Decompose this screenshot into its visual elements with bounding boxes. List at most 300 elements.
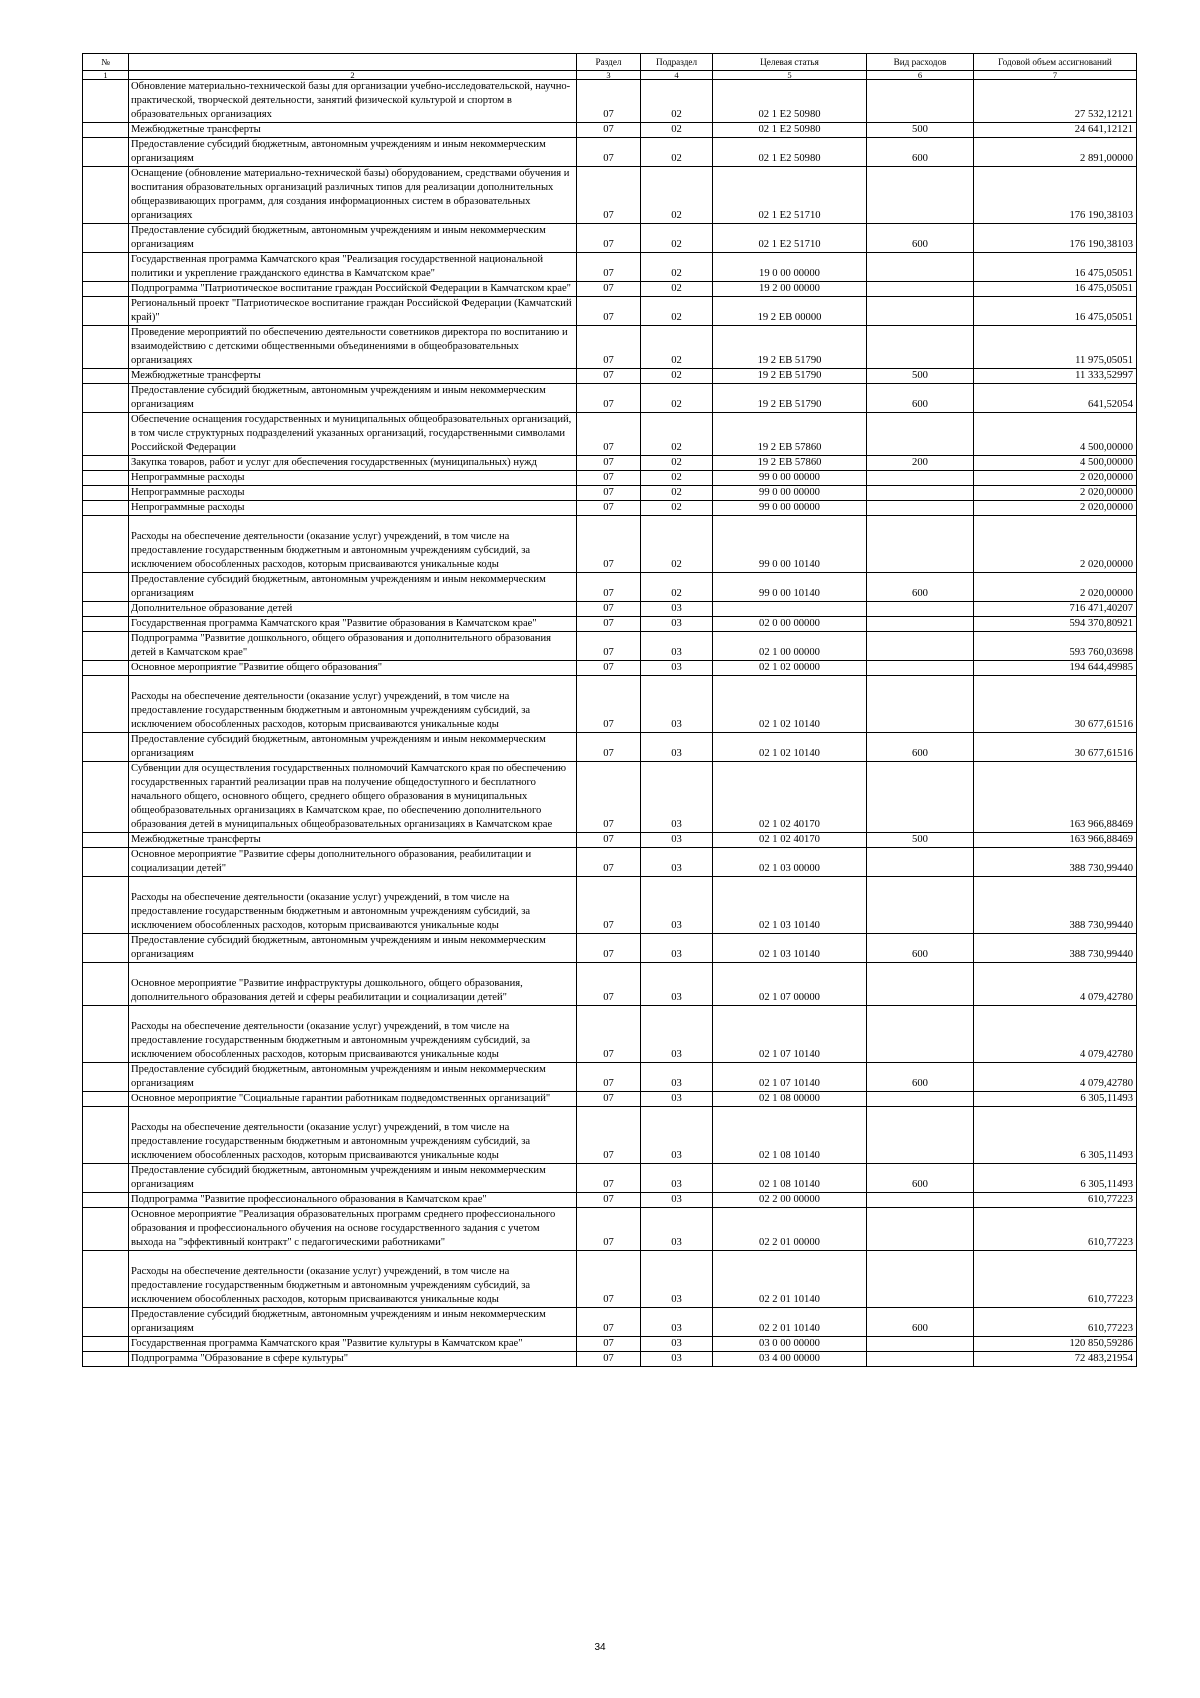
row-sum-cell: 176 190,38103 [974,167,1137,224]
row-razdel-cell: 07 [577,138,641,167]
row-vid-cell [867,1352,974,1367]
row-celevaya-cell: 99 0 00 00000 [713,471,867,486]
row-razdel-cell: 07 [577,1208,641,1251]
row-vid-cell: 600 [867,138,974,167]
row-podrazdel-cell: 03 [641,1352,713,1367]
row-celevaya-cell: 19 2 00 00000 [713,282,867,297]
row-razdel-cell: 07 [577,486,641,501]
row-vid-cell [867,297,974,326]
table-row [83,167,1137,224]
row-number-cell [83,1251,129,1308]
row-razdel-cell: 07 [577,80,641,123]
row-razdel-cell: 07 [577,934,641,963]
row-number-cell [83,282,129,297]
table-row [83,471,1137,486]
row-sum-cell: 4 079,42780 [974,1063,1137,1092]
row-number-cell [83,1063,129,1092]
row-vid-cell: 600 [867,1308,974,1337]
row-podrazdel-cell: 03 [641,848,713,877]
row-vid-cell [867,1193,974,1208]
table-row [83,848,1137,877]
row-sum-cell: 610,77223 [974,1251,1137,1308]
row-sum-cell: 16 475,05051 [974,297,1137,326]
table-row [83,1092,1137,1107]
row-sum-cell: 11 333,52997 [974,369,1137,384]
row-razdel-cell: 07 [577,1063,641,1092]
header-podrazdel: Подраздел [641,54,713,71]
table-row [83,486,1137,501]
row-celevaya-cell: 02 0 00 00000 [713,617,867,632]
row-celevaya-cell: 19 2 EB 51790 [713,384,867,413]
row-podrazdel-cell: 03 [641,1107,713,1164]
row-vid-cell [867,167,974,224]
row-number-cell [83,80,129,123]
row-sum-cell: 593 760,03698 [974,632,1137,661]
row-number-cell [83,1208,129,1251]
row-sum-cell: 610,77223 [974,1308,1137,1337]
row-sum-cell: 2 020,00000 [974,486,1137,501]
row-vid-cell [867,486,974,501]
row-razdel-cell: 07 [577,471,641,486]
row-sum-cell: 610,77223 [974,1193,1137,1208]
row-razdel-cell: 07 [577,1092,641,1107]
row-podrazdel-cell: 03 [641,632,713,661]
row-number-cell [83,1308,129,1337]
row-razdel-cell: 07 [577,501,641,516]
row-number-cell [83,167,129,224]
row-razdel-cell: 07 [577,282,641,297]
row-razdel-cell: 07 [577,1164,641,1193]
row-number-cell [83,224,129,253]
row-name-cell: Подпрограмма "Патриотическое воспитание граждан Российской Федерации в Камчатском крае" [129,282,577,297]
row-number-cell [83,123,129,138]
row-celevaya-cell: 19 2 EB 57860 [713,413,867,456]
header-razdel: Раздел [577,54,641,71]
row-podrazdel-cell: 02 [641,282,713,297]
row-celevaya-cell: 02 1 E2 50980 [713,138,867,167]
row-sum-cell: 716 471,40207 [974,602,1137,617]
row-sum-cell: 120 850,59286 [974,1337,1137,1352]
row-name-cell: Предоставление субсидий бюджетным, автономным учреждениям и иным некоммерческим организациям [129,733,577,762]
row-vid-cell [867,413,974,456]
table-row [83,1063,1137,1092]
table-row [83,661,1137,676]
row-sum-cell: 176 190,38103 [974,224,1137,253]
row-vid-cell [867,877,974,934]
row-razdel-cell: 07 [577,1006,641,1063]
table-row [83,282,1137,297]
row-name-cell: Оснащение (обновление материально-технической базы) оборудованием, средствами обучения и воспитания образовательных организаций различных типов для реализации дополнительных общеразвивающих программ, для создания информационных систем в образовательных организациях [129,167,577,224]
row-vid-cell: 600 [867,1063,974,1092]
row-celevaya-cell: 02 1 03 10140 [713,877,867,934]
row-celevaya-cell: 02 1 08 00000 [713,1092,867,1107]
column-number: 7 [974,71,1137,80]
table-row [83,617,1137,632]
row-number-cell [83,413,129,456]
row-razdel-cell: 07 [577,1193,641,1208]
row-celevaya-cell: 02 1 E2 51710 [713,224,867,253]
row-razdel-cell: 07 [577,1308,641,1337]
row-name-cell: Предоставление субсидий бюджетным, автономным учреждениям и иным некоммерческим организациям [129,934,577,963]
row-vid-cell: 600 [867,224,974,253]
row-razdel-cell: 07 [577,1337,641,1352]
row-razdel-cell: 07 [577,676,641,733]
row-number-cell [83,762,129,833]
row-name-cell: Предоставление субсидий бюджетным, автономным учреждениям и иным некоммерческим организациям [129,224,577,253]
row-podrazdel-cell: 03 [641,1092,713,1107]
table-row [83,1251,1137,1308]
row-celevaya-cell: 02 1 E2 51710 [713,167,867,224]
header-number: № [83,54,129,71]
row-sum-cell: 388 730,99440 [974,877,1137,934]
header-celevaya-statya: Целевая статья [713,54,867,71]
row-name-cell: Расходы на обеспечение деятельности (оказание услуг) учреждений, в том числе на предоставление государственным бюджетным и автономным учреждениям субсидий, за исключением обособленных расходов, которым присваиваются уникальные коды [129,516,577,573]
row-celevaya-cell: 99 0 00 00000 [713,486,867,501]
row-number-cell [83,456,129,471]
table-row [83,632,1137,661]
row-podrazdel-cell: 03 [641,1308,713,1337]
row-vid-cell: 500 [867,833,974,848]
row-podrazdel-cell: 02 [641,167,713,224]
row-vid-cell: 600 [867,573,974,602]
row-number-cell [83,501,129,516]
row-celevaya-cell: 02 1 07 10140 [713,1006,867,1063]
row-razdel-cell: 07 [577,833,641,848]
row-celevaya-cell: 02 1 07 10140 [713,1063,867,1092]
row-podrazdel-cell: 03 [641,1337,713,1352]
row-podrazdel-cell: 03 [641,1208,713,1251]
row-podrazdel-cell: 03 [641,877,713,934]
page-number: 34 [594,1642,606,1653]
row-number-cell [83,1164,129,1193]
row-vid-cell [867,632,974,661]
table-row [83,1337,1137,1352]
table-row [83,138,1137,167]
row-podrazdel-cell: 02 [641,138,713,167]
row-razdel-cell: 07 [577,224,641,253]
row-podrazdel-cell: 03 [641,762,713,833]
row-celevaya-cell [713,602,867,617]
table-row [83,1006,1137,1063]
row-vid-cell [867,253,974,282]
row-celevaya-cell: 19 2 EB 00000 [713,297,867,326]
row-name-cell: Дополнительное образование детей [129,602,577,617]
row-name-cell: Предоставление субсидий бюджетным, автономным учреждениям и иным некоммерческим организациям [129,1308,577,1337]
row-name-cell: Основное мероприятие "Развитие инфраструктуры дошкольного, общего образования, дополнительного образования детей и сферы реабилитации и социализации детей" [129,963,577,1006]
row-razdel-cell: 07 [577,1352,641,1367]
row-vid-cell [867,1251,974,1308]
row-number-cell [83,1006,129,1063]
row-number-cell [83,138,129,167]
row-celevaya-cell: 02 1 08 10140 [713,1107,867,1164]
table-row [83,384,1137,413]
row-podrazdel-cell: 03 [641,733,713,762]
row-podrazdel-cell: 03 [641,602,713,617]
row-podrazdel-cell: 02 [641,573,713,602]
row-vid-cell [867,1208,974,1251]
table-row [83,833,1137,848]
row-podrazdel-cell: 02 [641,471,713,486]
row-celevaya-cell: 19 2 EB 51790 [713,326,867,369]
table-row [83,123,1137,138]
row-number-cell [83,1193,129,1208]
row-celevaya-cell: 19 2 EB 57860 [713,456,867,471]
row-name-cell: Обновление материально-технической базы для организации учебно-исследовательской, научно-практической, творческой деятельности, занятий физической культурой и спортом в образовательных организациях [129,80,577,123]
row-number-cell [83,833,129,848]
row-name-cell: Основное мероприятие "Социальные гарантии работникам подведомственных организаций" [129,1092,577,1107]
row-name-cell: Расходы на обеспечение деятельности (оказание услуг) учреждений, в том числе на предоставление государственным бюджетным и автономным учреждениям субсидий, за исключением обособленных расходов, которым присваиваются уникальные коды [129,1006,577,1063]
row-razdel-cell: 07 [577,326,641,369]
row-razdel-cell: 07 [577,1251,641,1308]
row-razdel-cell: 07 [577,848,641,877]
row-celevaya-cell: 02 1 E2 50980 [713,80,867,123]
row-number-cell [83,877,129,934]
row-vid-cell [867,1337,974,1352]
row-name-cell: Основное мероприятие "Развитие общего образования" [129,661,577,676]
row-sum-cell: 4 500,00000 [974,456,1137,471]
table-row [83,676,1137,733]
row-number-cell [83,661,129,676]
row-name-cell: Государственная программа Камчатского края "Развитие культуры в Камчатском крае" [129,1337,577,1352]
row-sum-cell: 16 475,05051 [974,253,1137,282]
header-vid-rashodov: Вид расходов [867,54,974,71]
row-razdel-cell: 07 [577,762,641,833]
row-podrazdel-cell: 03 [641,934,713,963]
row-sum-cell: 163 966,88469 [974,833,1137,848]
row-razdel-cell: 07 [577,602,641,617]
row-number-cell [83,573,129,602]
row-number-cell [83,1092,129,1107]
row-sum-cell: 2 020,00000 [974,516,1137,573]
row-name-cell: Подпрограмма "Образование в сфере культуры" [129,1352,577,1367]
table-row [83,934,1137,963]
row-name-cell: Межбюджетные трансферты [129,833,577,848]
row-vid-cell [867,1006,974,1063]
row-celevaya-cell: 19 0 00 00000 [713,253,867,282]
row-podrazdel-cell: 02 [641,456,713,471]
row-celevaya-cell: 99 0 00 10140 [713,573,867,602]
column-number: 5 [713,71,867,80]
row-vid-cell [867,661,974,676]
row-podrazdel-cell: 03 [641,1164,713,1193]
row-sum-cell: 2 891,00000 [974,138,1137,167]
row-sum-cell: 6 305,11493 [974,1164,1137,1193]
row-number-cell [83,297,129,326]
row-sum-cell: 4 500,00000 [974,413,1137,456]
row-celevaya-cell: 19 2 EB 51790 [713,369,867,384]
row-vid-cell [867,676,974,733]
row-podrazdel-cell: 02 [641,80,713,123]
row-celevaya-cell: 02 1 02 00000 [713,661,867,676]
table-row [83,733,1137,762]
table-row [83,456,1137,471]
row-number-cell [83,676,129,733]
row-celevaya-cell: 99 0 00 10140 [713,516,867,573]
row-name-cell: Проведение мероприятий по обеспечению деятельности советников директора по воспитанию и взаимодействию с детскими общественными объединениями в общеобразовательных организациях [129,326,577,369]
header-godovoy-obem: Годовой объем ассигнований [974,54,1137,71]
row-sum-cell: 2 020,00000 [974,471,1137,486]
row-sum-cell: 388 730,99440 [974,848,1137,877]
table-row [83,762,1137,833]
row-vid-cell: 600 [867,384,974,413]
row-number-cell [83,1352,129,1367]
row-podrazdel-cell: 02 [641,224,713,253]
row-number-cell [83,369,129,384]
row-name-cell: Предоставление субсидий бюджетным, автономным учреждениям и иным некоммерческим организациям [129,1164,577,1193]
row-sum-cell: 194 644,49985 [974,661,1137,676]
table-row [83,369,1137,384]
row-sum-cell: 16 475,05051 [974,282,1137,297]
row-razdel-cell: 07 [577,297,641,326]
row-podrazdel-cell: 02 [641,253,713,282]
table-body [83,80,1137,1367]
row-sum-cell: 30 677,61516 [974,676,1137,733]
row-sum-cell: 27 532,12121 [974,80,1137,123]
row-name-cell: Непрограммные расходы [129,471,577,486]
row-podrazdel-cell: 02 [641,369,713,384]
row-vid-cell: 500 [867,369,974,384]
row-sum-cell: 388 730,99440 [974,934,1137,963]
table-row [83,224,1137,253]
row-podrazdel-cell: 02 [641,516,713,573]
row-number-cell [83,733,129,762]
row-sum-cell: 594 370,80921 [974,617,1137,632]
row-vid-cell: 200 [867,456,974,471]
row-number-cell [83,848,129,877]
table-row [83,1208,1137,1251]
row-name-cell: Межбюджетные трансферты [129,123,577,138]
row-sum-cell: 6 305,11493 [974,1092,1137,1107]
row-number-cell [83,617,129,632]
row-razdel-cell: 07 [577,369,641,384]
header-name [129,54,577,71]
row-name-cell: Государственная программа Камчатского края "Развитие образования в Камчатском крае" [129,617,577,632]
header-row [83,54,1137,71]
row-podrazdel-cell: 02 [641,501,713,516]
row-vid-cell [867,617,974,632]
budget-allocation-table [82,53,1137,1367]
table-row [83,1107,1137,1164]
row-podrazdel-cell: 02 [641,384,713,413]
row-number-cell [83,963,129,1006]
row-vid-cell [867,501,974,516]
row-name-cell: Обеспечение оснащения государственных и муниципальных общеобразовательных организаций, в том числе структурных подразделений указанных организаций, государственными символами Российской Федерации [129,413,577,456]
row-name-cell: Основное мероприятие "Развитие сферы дополнительного образования, реабилитации и социализации детей" [129,848,577,877]
row-celevaya-cell: 02 1 00 00000 [713,632,867,661]
row-celevaya-cell: 02 1 02 40170 [713,762,867,833]
row-celevaya-cell: 03 4 00 00000 [713,1352,867,1367]
row-sum-cell: 2 020,00000 [974,501,1137,516]
row-sum-cell: 610,77223 [974,1208,1137,1251]
row-sum-cell: 24 641,12121 [974,123,1137,138]
row-sum-cell: 163 966,88469 [974,762,1137,833]
row-podrazdel-cell: 02 [641,413,713,456]
row-vid-cell [867,1107,974,1164]
row-podrazdel-cell: 03 [641,963,713,1006]
row-celevaya-cell: 02 1 07 00000 [713,963,867,1006]
row-sum-cell: 72 483,21954 [974,1352,1137,1367]
row-name-cell: Непрограммные расходы [129,486,577,501]
row-name-cell: Закупка товаров, работ и услуг для обеспечения государственных (муниципальных) нужд [129,456,577,471]
row-name-cell: Основное мероприятие "Реализация образовательных программ среднего профессионального образования и профессионального обучения на основе государственного задания с учетом выхода на "эффективный контракт" с педагогическими работниками" [129,1208,577,1251]
row-celevaya-cell: 02 1 E2 50980 [713,123,867,138]
row-name-cell: Подпрограмма "Развитие профессионального образования в Камчатском крае" [129,1193,577,1208]
row-vid-cell [867,762,974,833]
table-row [83,326,1137,369]
row-name-cell: Предоставление субсидий бюджетным, автономным учреждениям и иным некоммерческим организациям [129,138,577,167]
row-razdel-cell: 07 [577,877,641,934]
row-name-cell: Межбюджетные трансферты [129,369,577,384]
row-podrazdel-cell: 03 [641,661,713,676]
row-number-cell [83,516,129,573]
row-vid-cell: 600 [867,1164,974,1193]
table-row [83,297,1137,326]
row-razdel-cell: 07 [577,1107,641,1164]
row-celevaya-cell: 02 2 00 00000 [713,1193,867,1208]
row-razdel-cell: 07 [577,733,641,762]
row-celevaya-cell: 02 1 02 40170 [713,833,867,848]
row-podrazdel-cell: 02 [641,297,713,326]
row-podrazdel-cell: 03 [641,1006,713,1063]
row-number-cell [83,326,129,369]
table-row [83,516,1137,573]
row-razdel-cell: 07 [577,573,641,602]
row-number-cell [83,1107,129,1164]
row-name-cell: Предоставление субсидий бюджетным, автономным учреждениям и иным некоммерческим организациям [129,573,577,602]
table-row [83,573,1137,602]
row-podrazdel-cell: 02 [641,326,713,369]
table-row [83,413,1137,456]
row-razdel-cell: 07 [577,413,641,456]
row-razdel-cell: 07 [577,963,641,1006]
row-razdel-cell: 07 [577,384,641,413]
row-razdel-cell: 07 [577,123,641,138]
row-razdel-cell: 07 [577,661,641,676]
row-vid-cell [867,602,974,617]
column-number: 3 [577,71,641,80]
table-row [83,1164,1137,1193]
table-row [83,1308,1137,1337]
row-podrazdel-cell: 03 [641,1063,713,1092]
row-razdel-cell: 07 [577,516,641,573]
row-name-cell: Подпрограмма "Развитие дошкольного, общего образования и дополнительного образования детей в Камчатском крае" [129,632,577,661]
row-podrazdel-cell: 03 [641,1251,713,1308]
row-name-cell: Расходы на обеспечение деятельности (оказание услуг) учреждений, в том числе на предоставление государственным бюджетным и автономным учреждениям субсидий, за исключением обособленных расходов, которым присваиваются уникальные коды [129,1251,577,1308]
row-celevaya-cell: 02 2 01 10140 [713,1251,867,1308]
row-sum-cell: 30 677,61516 [974,733,1137,762]
row-vid-cell [867,516,974,573]
row-number-cell [83,602,129,617]
row-number-cell [83,934,129,963]
row-vid-cell [867,471,974,486]
table-row [83,501,1137,516]
row-sum-cell: 6 305,11493 [974,1107,1137,1164]
budget-table-sheet [82,53,1136,1367]
row-name-cell: Субвенции для осуществления государственных полномочий Камчатского края по обеспечению государственных гарантий реализации прав на получение общедоступного и бесплатного начального общего, основного общего, среднего общего образования в муниципальных общеобразовательных организациях в Камчатском крае, по обеспечению дополнительного образования детей в муниципальных общеобразовательных организациях в Камчатском крае [129,762,577,833]
row-podrazdel-cell: 03 [641,833,713,848]
row-sum-cell: 11 975,05051 [974,326,1137,369]
row-name-cell: Непрограммные расходы [129,501,577,516]
row-sum-cell: 641,52054 [974,384,1137,413]
row-vid-cell: 500 [867,123,974,138]
row-vid-cell [867,326,974,369]
row-vid-cell [867,282,974,297]
row-vid-cell [867,80,974,123]
row-name-cell: Предоставление субсидий бюджетным, автономным учреждениям и иным некоммерческим организациям [129,384,577,413]
row-name-cell: Региональный проект "Патриотическое воспитание граждан Российской Федерации (Камчатский край)" [129,297,577,326]
table-row [83,963,1137,1006]
row-sum-cell: 2 020,00000 [974,573,1137,602]
